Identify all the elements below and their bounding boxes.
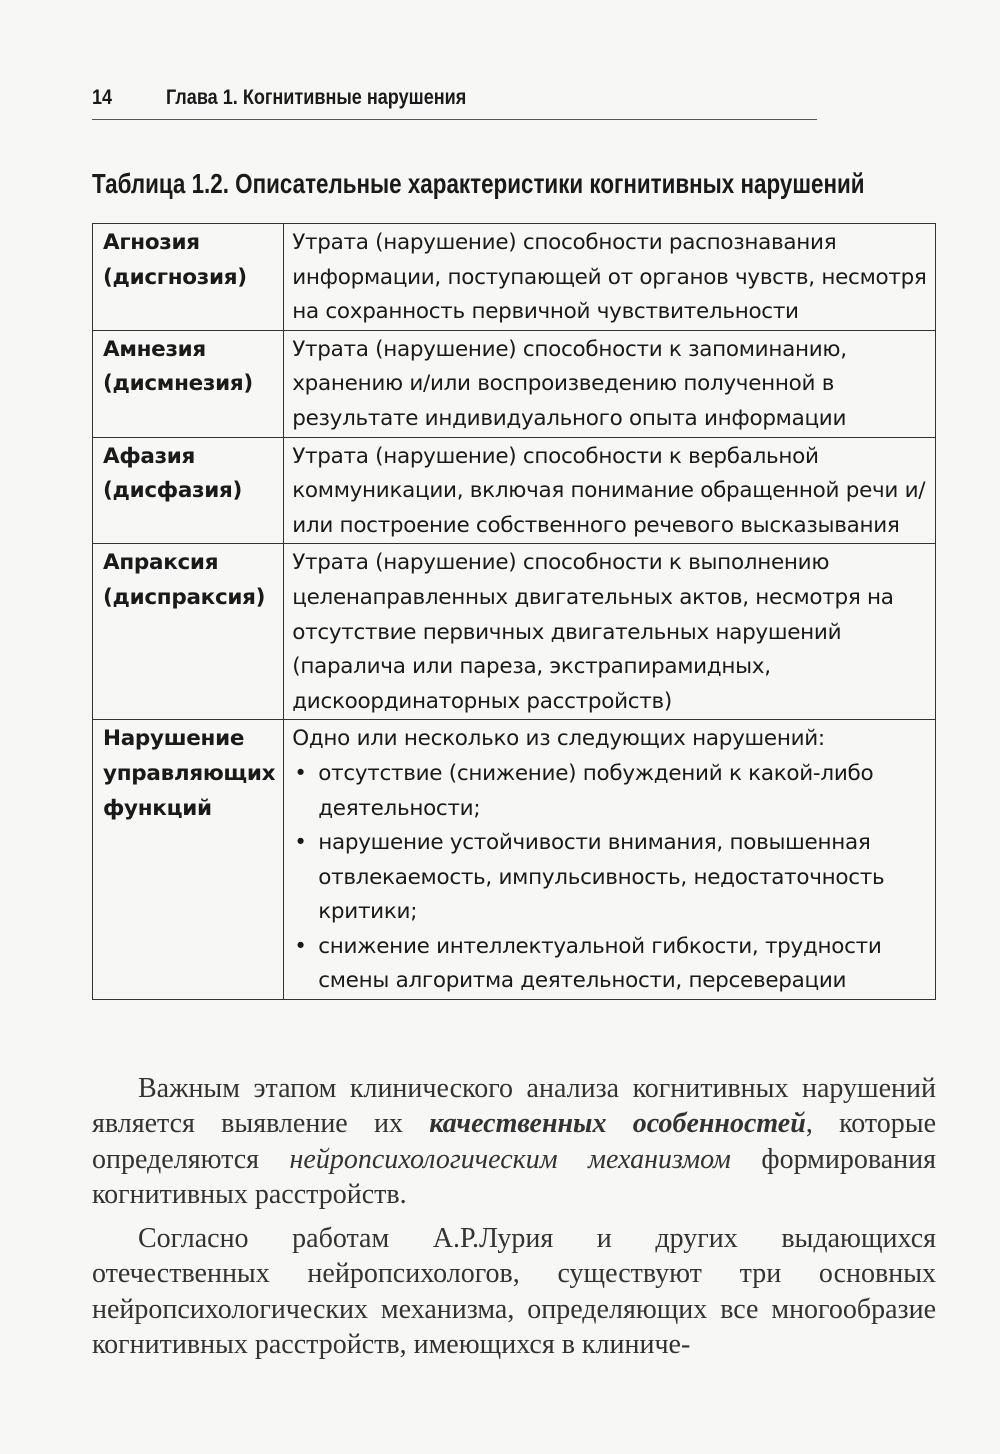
term-cell	[93, 720, 284, 1000]
term-cell	[93, 330, 284, 437]
page-number: 14	[92, 86, 113, 109]
emphasis-qualitative-features: качественных особенностей	[429, 1108, 806, 1140]
term-apraxia: Апраксия (диспраксия)	[103, 550, 266, 610]
emphasis-neuropsychological-mechanism: нейропсихологическим механизмом	[289, 1143, 731, 1175]
definition-cell	[284, 437, 936, 544]
table-caption: Таблица 1.2. Описательные характеристики когнитивных нарушений	[92, 168, 865, 199]
paragraph-1-text: , которые определяются	[92, 1108, 937, 1175]
paragraph-2: Согласно работам А.Р.Лурия и других выдающихся отечественных нейропсихологов, существуют три основных нейропсихологических механизма, определяющих все многообразие когнитивных расстройств, имеющихся в клиниче-	[92, 1223, 936, 1361]
bullet-item: • отсутствие (снижение) побуждений к какой-либо деятельности;	[292, 757, 927, 826]
term-cell	[93, 437, 284, 544]
bullet-item: • нарушение устойчивости внимания, повышенная отвлекаемость, импульсивность, недостаточность критики;	[292, 826, 927, 930]
running-header	[92, 86, 817, 120]
definition-cell	[284, 224, 936, 331]
definition-amnesia: Утрата (нарушение) способности к запоминанию, хранению и/или воспроизведению полученной в результате индивидуального опыта информации	[292, 336, 847, 431]
table-row	[93, 224, 936, 331]
term-agnosia: Агнозия (дисгнозия)	[103, 230, 247, 290]
definition-agnosia: Утрата (нарушение) способности распознавания информации, поступающей от органов чувств, несмотря на сохранность первичной чувствительности	[292, 230, 927, 325]
paragraph-1-text: формирования когнитивных расстройств.	[92, 1143, 936, 1210]
definition-apraxia: Утрата (нарушение) способности к выполнению целенаправленных двигательных актов, несмотря на отсутствие первичных двигательных нарушений (паралича или пареза, экстрапирамидных, дискоординаторных расстройств)	[292, 550, 894, 714]
cognitive-disorders-table	[92, 223, 936, 1000]
term-cell	[93, 544, 284, 720]
term-cell	[93, 224, 284, 331]
paragraph-1	[92, 1071, 936, 1212]
definition-cell	[284, 544, 936, 720]
bullet-list	[292, 757, 927, 999]
table-row	[93, 437, 936, 544]
definition-cell	[284, 330, 936, 437]
term-aphasia: Афазия (дисфазия)	[103, 443, 243, 504]
bullet-item: • снижение интеллектуальной гибкости, трудности смены алгоритма деятельности, персеверации	[292, 930, 927, 999]
body-text	[92, 1071, 936, 1362]
table-row	[93, 720, 936, 1000]
term-executive-dysfunction: Нарушение управляющих функций	[103, 726, 276, 821]
definition-executive-dysfunction: Одно или несколько из следующих нарушений:	[292, 726, 825, 752]
chapter-title: Глава 1. Когнитивные нарушения	[165, 86, 467, 109]
table-row	[93, 544, 936, 720]
definition-cell	[284, 720, 936, 1000]
paragraph-1-text: Важным этапом клинического анализа когнитивных нарушений является выявление их	[92, 1073, 936, 1140]
definition-aphasia: Утрата (нарушение) способности к вербальной коммуникации, включая понимание обращенной речи и/или построение собственного речевого высказывания	[292, 443, 926, 538]
term-amnesia: Амнезия (дисмнезия)	[103, 336, 253, 397]
table-row	[93, 330, 936, 437]
